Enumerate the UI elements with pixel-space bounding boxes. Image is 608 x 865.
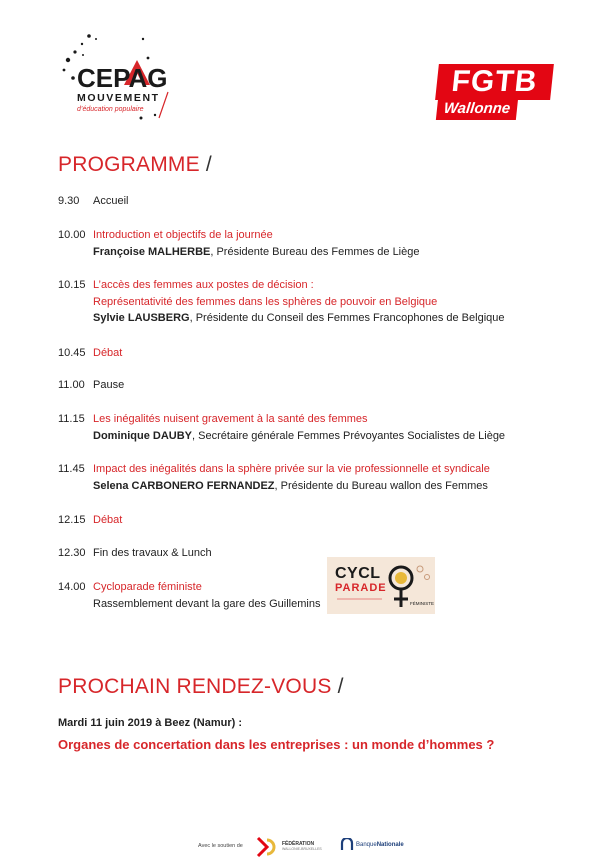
item-time: 11.45 bbox=[58, 463, 85, 475]
next-meeting-date: Mardi 11 juin 2019 à Beez (Namur) : bbox=[58, 717, 243, 729]
cepag-logo bbox=[55, 30, 195, 125]
item-title: Accueil bbox=[93, 195, 129, 207]
item-title: Débat bbox=[93, 514, 123, 526]
fgtb-wallonne-logo bbox=[437, 64, 552, 122]
item-detail: Rassemblement devant la gare des Guillemins bbox=[93, 597, 321, 610]
programme-heading-text: PROGRAMME bbox=[58, 153, 200, 176]
item-title: Cycloparade féministe bbox=[93, 581, 202, 593]
item-time: 12.30 bbox=[58, 547, 86, 559]
item-title: Les inégalités nuisent gravement à la santé des femmes bbox=[93, 413, 368, 425]
item-title: L’accès des femmes aux postes de décision : bbox=[93, 279, 314, 291]
item-time: 14.00 bbox=[58, 581, 86, 593]
fgtb-region: Wallonne bbox=[436, 98, 518, 120]
speaker-role: , Présidente du Conseil des Femmes Francophones de Belgique bbox=[189, 312, 505, 324]
item-time: 11.15 bbox=[58, 413, 85, 425]
federation-logo-icon bbox=[255, 836, 279, 858]
speaker-role: , Présidente Bureau des Femmes de Liège bbox=[210, 245, 420, 258]
bank-logo-icon bbox=[340, 838, 354, 852]
speaker-role: , Secrétaire générale Femmes Prévoyantes Socialistes de Liège bbox=[192, 429, 506, 442]
heading-slash: / bbox=[205, 153, 212, 176]
heading-slash: / bbox=[337, 675, 344, 698]
item-title: Impact des inégalités dans la sphère privée sur la vie professionnelle et syndicale bbox=[93, 463, 490, 475]
item-title: Introduction et objectifs de la journée bbox=[93, 229, 273, 241]
item-time: 9.30 bbox=[58, 195, 80, 207]
next-heading-text: PROCHAIN RENDEZ-VOUS bbox=[58, 675, 332, 698]
item-time: 10.15 bbox=[58, 279, 86, 291]
programme-heading bbox=[58, 153, 212, 177]
support-text: Avec le soutien de bbox=[198, 843, 243, 849]
item-subtitle: Représentativité des femmes dans les sphères de pouvoir en Belgique bbox=[93, 295, 438, 308]
fgtb-wordmark: FGTB bbox=[435, 64, 554, 100]
federation-sub: WALLONIE-BRUXELLES bbox=[282, 847, 322, 851]
cyclo-word-1: CYCL bbox=[335, 565, 381, 582]
item-time: 10.00 bbox=[58, 229, 86, 241]
cepag-subtitle: MOUVEMENT bbox=[77, 92, 160, 104]
speaker-name: Françoise MALHERBE bbox=[93, 245, 211, 258]
speaker-role: , Présidente du Bureau wallon des Femmes bbox=[274, 479, 488, 492]
cepag-wordmark: CEPAG bbox=[77, 63, 168, 93]
bank-name-b: Nationale bbox=[376, 842, 404, 848]
bank-name-a: Banque bbox=[356, 842, 377, 848]
cepag-tagline: d’éducation populaire bbox=[77, 106, 144, 113]
cyclo-word-2: PARADE bbox=[335, 582, 387, 594]
item-time: 11.00 bbox=[58, 379, 85, 391]
speaker-name: Dominique DAUBY bbox=[93, 429, 192, 442]
next-meeting-title: Organes de concertation dans les entreprises : un monde d’hommes ? bbox=[58, 737, 495, 752]
footer-support bbox=[198, 830, 418, 860]
next-meeting-heading bbox=[58, 675, 344, 699]
item-title: Pause bbox=[93, 379, 125, 391]
cyclo-tag: FÉMINISTE bbox=[410, 601, 435, 606]
speaker-name: Sylvie LAUSBERG bbox=[93, 312, 190, 324]
item-time: 12.15 bbox=[58, 514, 86, 526]
item-title: Fin des travaux & Lunch bbox=[93, 547, 212, 559]
cycloparade-image bbox=[327, 557, 435, 614]
bank-name bbox=[356, 842, 404, 848]
federation-name: FÉDÉRATION bbox=[282, 841, 315, 847]
speaker-name: Selena CARBONERO FERNANDEZ bbox=[93, 479, 275, 492]
item-title: Débat bbox=[93, 347, 123, 359]
item-time: 10.45 bbox=[58, 347, 86, 359]
